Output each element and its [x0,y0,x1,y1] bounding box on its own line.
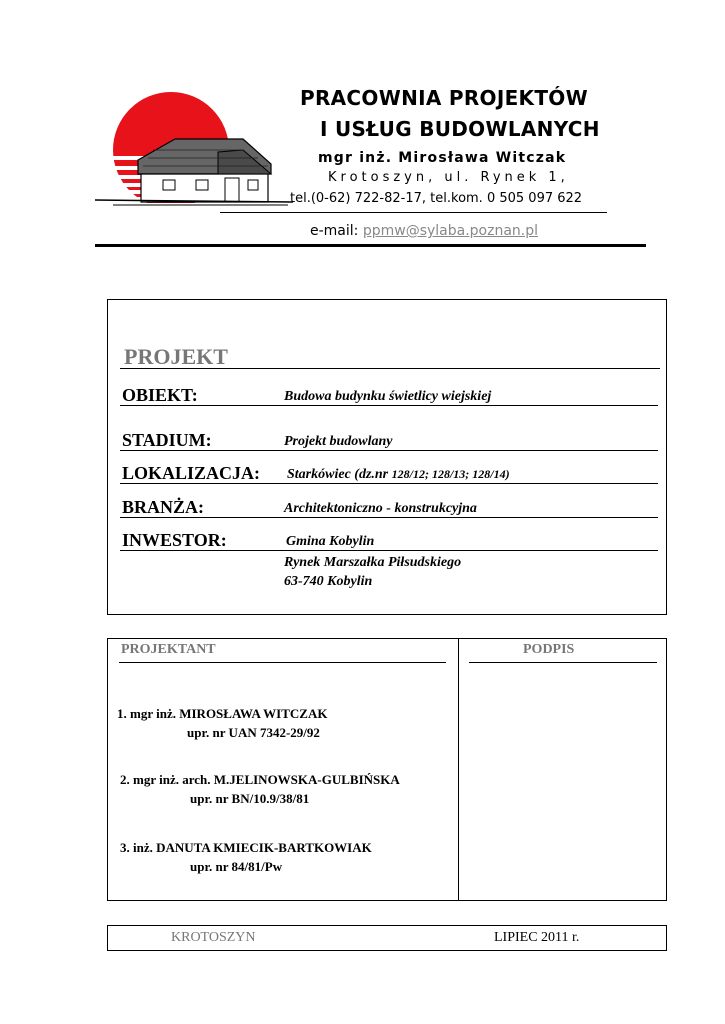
table-column-divider [458,638,459,901]
header-rule-right [469,662,657,663]
firm-address: Krotoszyn, ul. Rynek 1, [328,170,569,185]
firm-owner: mgr inż. Mirosława Witczak [318,150,567,166]
header-bottom-rule [95,244,646,247]
value-inwestor: Gmina Kobylin [286,534,375,549]
designer-license: upr. nr UAN 7342-29/92 [187,725,320,740]
company-logo-icon [93,92,303,222]
label-obiekt: OBIEKT: [122,385,198,405]
firm-name-line2: I USŁUG BUDOWLANYCH [320,117,600,141]
designer-name: 2. mgr inż. arch. M.JELINOWSKA-GULBIŃSKA [120,772,400,787]
designer-entry [120,770,400,808]
value-stadium: Projekt budowlany [284,434,393,449]
row-rule [120,550,658,551]
email-line [310,223,538,239]
row-rule [120,405,658,406]
label-lokalizacja: LOKALIZACJA: [122,463,261,483]
firm-phones: tel.(0-62) 722-82-17, tel.kom. 0 505 097 622 [290,191,583,206]
row-rule [120,483,658,484]
header-podpis: PODPIS [523,642,575,657]
footer-city: KROTOSZYN [171,930,256,945]
designer-entry [117,704,327,742]
header-divider [220,212,607,213]
email-link[interactable]: ppmw@sylaba.poznan.pl [362,223,539,239]
label-branza: BRANŻA: [122,497,205,517]
designer-name: 1. mgr inż. MIROSŁAWA WITCZAK [117,706,328,721]
designer-entry [120,838,372,876]
footer-date: LIPIEC 2011 r. [494,930,580,945]
row-rule [120,450,658,451]
row-rule [120,517,658,518]
label-stadium: STADIUM: [122,430,212,450]
title-rule [120,368,660,369]
value-inwestor-postcode: 63-740 Kobylin [284,574,373,589]
value-obiekt: Budowa budynku świetlicy wiejskiej [284,389,492,404]
email-label: e-mail: [310,223,363,239]
value-lokalizacja-parcels: 128/12; 128/13; 128/14) [391,467,510,481]
firm-name-line1: PRACOWNIA PROJEKTÓW [300,86,588,110]
value-inwestor-address: Rynek Marszałka Piłsudskiego [284,555,462,570]
project-title: PROJEKT [124,344,228,369]
designer-license: upr. nr 84/81/Pw [190,859,283,874]
designer-name: 3. inż. DANUTA KMIECIK-BARTKOWIAK [120,840,372,855]
value-lokalizacja-main: Starkówiec (dz.nr [287,467,389,482]
designer-license: upr. nr BN/10.9/38/81 [190,791,310,806]
label-inwestor: INWESTOR: [122,530,227,550]
value-lokalizacja [287,467,510,483]
header-projektant: PROJEKTANT [121,642,216,657]
header-rule-left [119,662,446,663]
value-branza: Architektoniczno - konstrukcyjna [284,501,477,516]
